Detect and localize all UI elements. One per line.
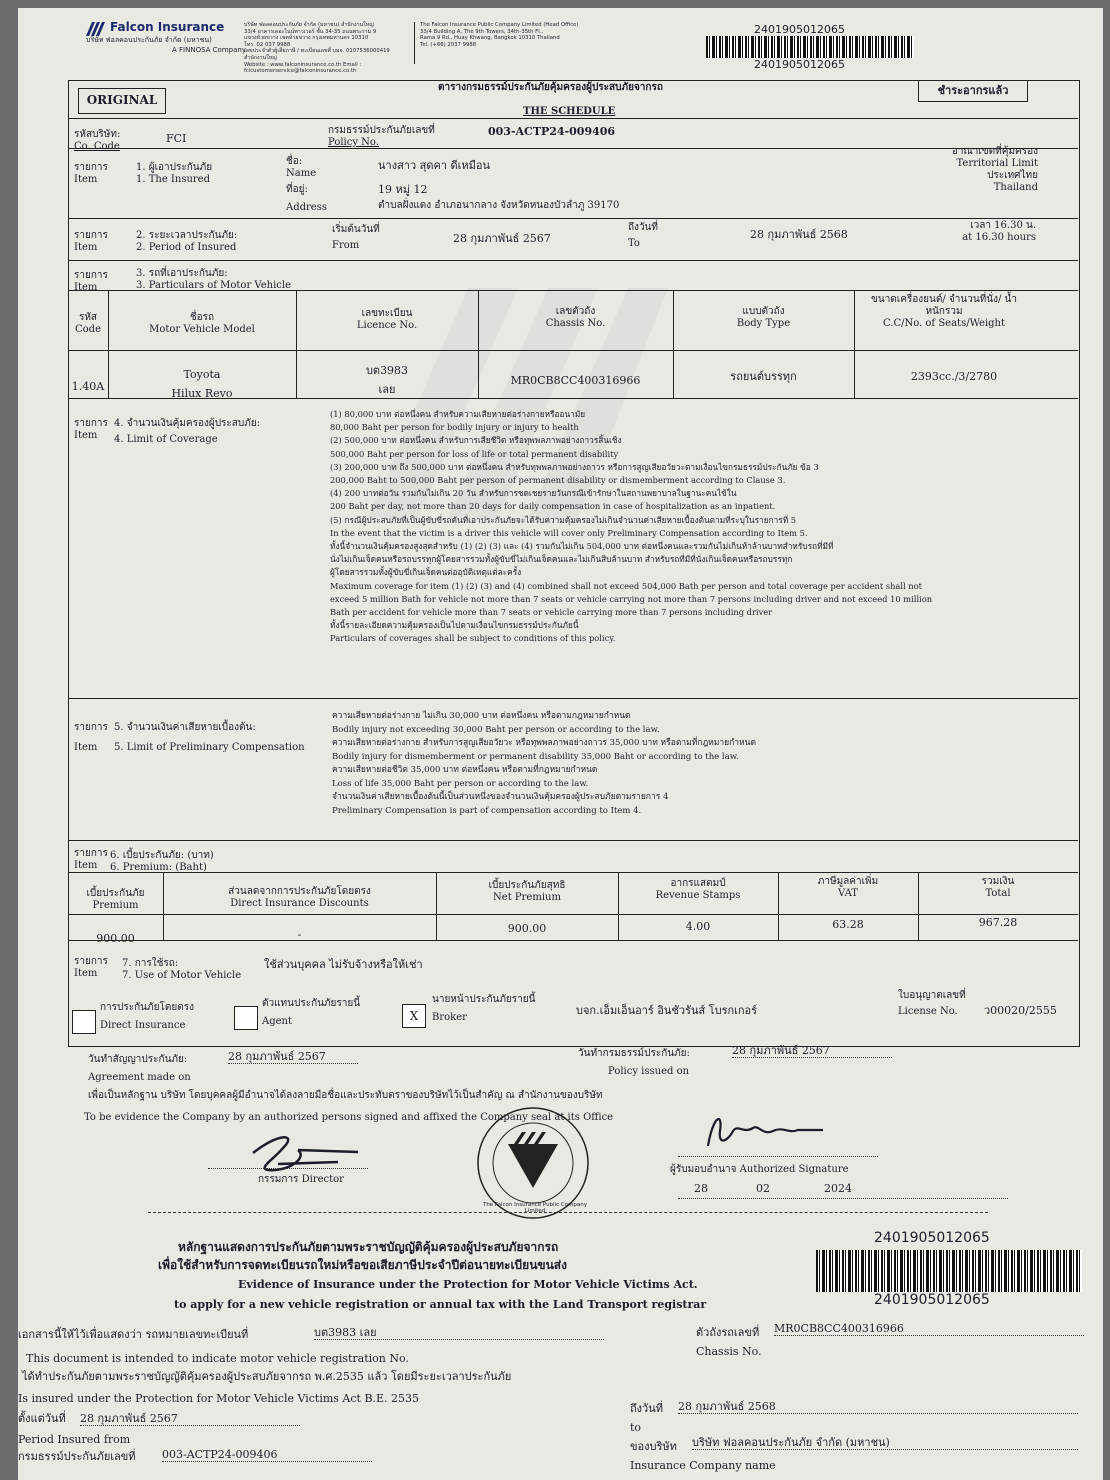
to-date: 28 กุมภาพันธ์ 2568 [750, 228, 848, 241]
time: เวลา 16.30 น. at 16.30 hours [962, 220, 1036, 243]
insured-th: ได้ทำประกันภัยตามพระราชบัญญัติคุ้มครองผู้ประสบภัยจากรถ พ.ศ.2535 แล้ว โดยมีระยะเวลาประกันภัย [22, 1370, 512, 1383]
preliminary-details: ความเสียหายต่อร่างกาย ไม่เกิน 30,000 บาท ต่อหนึ่งคน หรือตามกฎหมายกำหนด Bodily injury not exceeding 30,000 Baht per person or according to the law. ความเสียหายต่อร่างกาย สำหรับการสูญเสียอวัยวะ หรือทุพพลภาพอย่างถาวร 35,000 บาท หรือตามที่กฎหมายกำหนด Bodily injury for dismemberment or permanent disability 35,000 Baht or according to the law. ความเสียหายต่อชีวิต 35,000 บาท ต่อหนึ่งคน หรือตามที่กฎหมายกำหนด Loss of life 35,000 Baht per person or according to the law. จำนวนเงินค่าเสียหายเบื้องต้นนี้เป็นส่วนหนึ่งของจำนวนเงินคุ้มครองผู้ประสบภัยตามรายการ 4 Preliminary Compensation is part of compensation according to Item 4. [332, 711, 756, 816]
evidence-title-th-1: หลักฐานแสดงการประกันภัยตามพระราชบัญญัติคุ้มครองผู้ประสบภัยจากรถ [178, 1240, 559, 1254]
barcode-bottom [816, 1250, 1082, 1292]
policy-no-label: กรมธรรม์ประกันภัยเลขที่ Policy No. [328, 125, 435, 148]
evidence-to-label: ถึงวันที่ to [630, 1402, 663, 1434]
total-value: 967.28 [978, 916, 1018, 929]
authorized-signature [698, 1106, 838, 1156]
vehicle-model: Toyota Hilux Revo [171, 368, 233, 400]
from-label: เริ่มต้นวันที่ From [332, 224, 380, 251]
broker-checkbox[interactable]: X [402, 1004, 426, 1028]
vehicle-chassis: MR0CB8CC400316966 [510, 374, 641, 387]
company-code: FCI [166, 132, 187, 145]
vehicle-header-cc: ขนาดเครื่องยนต์/ จำนวนที่นั่ง/ น้ำหนักรวม C.C/No. of Seats/Weight [871, 294, 1017, 329]
original-box: ORIGINAL [78, 88, 166, 114]
premium-header-stamps: อากรแสตมป์ Revenue Stamps [655, 878, 741, 901]
item2-label: รายการ Item [74, 230, 108, 253]
item1-label: รายการ Item [74, 162, 108, 185]
evidence-title-en-2: to apply for a new vehicle registration or annual tax with the Land Transport registrar [174, 1298, 707, 1311]
direct-insurance-checkbox[interactable] [72, 1010, 96, 1034]
insured-en: Is insured under the Protection for Motor Vehicle Victims Act B.E. 2535 [18, 1392, 420, 1405]
doc-plate-label: เอกสารนี้ให้ไว้เพื่อแสดงว่า รถหมายเลขทะเบียนที่ [18, 1328, 249, 1341]
issued-date: 28 กุมภาพันธ์ 2567 [732, 1044, 892, 1058]
sign-date-month: 02 [756, 1182, 770, 1195]
vehicle-body: รถยนต์บรรทุก [730, 370, 797, 383]
evidence-chassis: MR0CB8CC400316966 [774, 1322, 1084, 1336]
premium-value: 900.00 [96, 932, 135, 945]
item5-label: รายการ Item [74, 722, 108, 753]
director-signature [238, 1128, 368, 1178]
agreement-date: 28 กุมภาพันธ์ 2567 [228, 1050, 358, 1064]
vehicle-header-code: รหัส Code [75, 312, 101, 335]
address-line1: 19 หมู่ 12 [378, 183, 428, 196]
item4-label: รายการ Item [74, 418, 108, 441]
to-label: ถึงวันที่ To [628, 222, 658, 249]
vehicle-code: 1.40A [71, 380, 105, 393]
address-label: ที่อยู่: Address [286, 184, 327, 213]
seal-text: The Falcon Insurance Public Company Limited [482, 1202, 588, 1214]
tear-line [148, 1212, 988, 1213]
evidence-chassis-label: ตัวถังรถเลขที่ Chassis No. [696, 1326, 762, 1358]
evidence-title-en-1: Evidence of Insurance under the Protection for Motor Vehicle Victims Act. [238, 1278, 698, 1291]
evidence-from-date: 28 กุมภาพันธ์ 2567 [80, 1412, 300, 1426]
schedule-title-th: ตารางกรมธรรม์ประกันภัยคุ้มครองผู้ประสบภัยจากรถ [438, 82, 663, 93]
evidence-en: To be evidence the Company by an authorized persons signed and affixed the Company seal at its Office [84, 1112, 614, 1123]
header-divider [414, 22, 415, 64]
doc-en: This document is intended to indicate motor vehicle registration No. [26, 1352, 409, 1365]
agent-label: ตัวแทนประกันภัยรายนี้ Agent [262, 998, 361, 1027]
company-code-label: รหัสบริษัท: Co. Code [74, 129, 121, 152]
policy-no: 003-ACTP24-009406 [488, 125, 616, 138]
discount-value: - [297, 928, 302, 941]
schedule-title-en: THE SCHEDULE [523, 106, 616, 117]
license-label: ใบอนุญาตเลขที่ License No. [898, 990, 966, 1017]
director-label: กรรมการ Director [258, 1174, 344, 1185]
vehicle-header-body: แบบตัวถัง Body Type [736, 306, 791, 329]
address-line2: ตำบลฝั่งแดง อำเภอนากลาง จังหวัดหนองบัวลำภู 39170 [378, 200, 620, 211]
vehicle-header-chassis: เลขตัวถัง Chassis No. [545, 306, 606, 329]
evidence-to-date: 28 กุมภาพันธ์ 2568 [678, 1400, 1078, 1414]
policy-document [18, 8, 1103, 1480]
stamp-paid-box: ชำระอากรแล้ว [918, 80, 1028, 102]
vehicle-use: ใช้ส่วนบุคคล ไม่รับจ้างหรือให้เช่า [264, 958, 423, 971]
agreement-label: วันทำสัญญาประกันภัย: Agreement made on [88, 1054, 191, 1083]
vat-value: 63.28 [832, 918, 864, 931]
premium-header-premium: เบี้ยประกันภัย Premium [86, 888, 145, 911]
barcode-number-top: 2401905012065 [754, 23, 845, 36]
net-premium-value: 900.00 [507, 922, 547, 935]
sign-date-day: 28 [694, 1182, 708, 1195]
broker-label: นายหน้าประกันภัยรายนี้ Broker [432, 994, 536, 1023]
item6-label: รายการ Item [74, 848, 108, 871]
vehicle-header-licence: เลขทะเบียน Licence No. [356, 308, 418, 331]
item6-title: 6. เบี้ยประกันภัย: (บาท) 6. Premium: (Baht) [110, 850, 214, 873]
barcode-number-bottom-2: 2401905012065 [874, 1292, 990, 1308]
vehicle-cc: 2393cc./3/2780 [910, 370, 998, 383]
insured-name: นางสาว สุดคา ดีเหมือน [378, 159, 491, 172]
authorized-label: ผู้รับมอบอำนาจ Authorized Signature [670, 1164, 849, 1175]
barcode-number-top-2: 2401905012065 [754, 58, 845, 71]
evidence-policy-label: กรมธรรม์ประกันภัยเลขที่ [18, 1450, 136, 1463]
broker-name: บจก.เอ็มเอ็นอาร์ อินชัวรันส์ โบรกเกอร์ [576, 1004, 758, 1017]
license-no: ว00020/2555 [984, 1004, 1057, 1017]
name-label: ชื่อ: Name [286, 156, 317, 179]
falcon-logo-icon [86, 22, 108, 36]
issued-label: วันทำกรมธรรม์ประกันภัย: Policy issued on [578, 1048, 690, 1077]
evidence-policy-no: 003-ACTP24-009406 [162, 1448, 372, 1462]
evidence-company-label: ของบริษัท Insurance Company name [630, 1440, 776, 1472]
item3-title: 3. รถที่เอาประกันภัย: 3. Particulars of Motor Vehicle [136, 268, 291, 291]
doc-plate: บต3983 เลย [314, 1326, 604, 1340]
address-en: The Falcon Insurance Public Company Limited (Head Office) 33/4 Building A, The 9th Towers, 34th-35th Fl., Rama 9 Rd., Huay Khwang, Bangkok 10310 Thailand Tel. (+66) 2037 9988 [420, 22, 579, 48]
logo-sub-th: บริษัท ฟอลคอนประกันภัย จำกัด (มหาชน) [86, 36, 212, 44]
item3-label: รายการ Item [74, 270, 108, 293]
premium-header-total: รวมเงิน Total [981, 876, 1015, 899]
evidence-company: บริษัท ฟอลคอนประกันภัย จำกัด (มหาชน) [692, 1436, 1078, 1450]
item7-label: รายการ Item [74, 956, 108, 979]
evidence-title-th-2: เพื่อใช้สำหรับการจดทะเบียนรถใหม่หรือขอเสียภาษีประจำปีต่อนายทะเบียนขนส่ง [158, 1258, 567, 1272]
vehicle-header-model: ชื่อรถ Motor Vehicle Model [149, 312, 255, 335]
item2-title: 2. ระยะเวลาประกันภัย: 2. Period of Insured [136, 230, 238, 253]
premium-header-vat: ภาษีมูลค่าเพิ่ม VAT [817, 876, 879, 899]
address-th: บริษัท ฟอลคอนประกันภัย จำกัด (มหาชน) สำนักงานใหญ่ 33/4 อาคารเดอะไนน์ทาวเวอร์ ชั้น 34-35 ถนนพระราม 9 แขวงห้วยขวาง เขตห้วยขวาง กรุงเทพมหานคร 10310 โทร. 02 037 9988 เลขประจำตัวผู้เสียภาษี / ทะเบียนเลขที่ บมจ. 0107536000419 สำนักงานใหญ่ Website : www.falconinsurance.co.th Email : fcicustomerservice@falconinsurance.co.th [244, 22, 390, 75]
premium-header-discount: ส่วนลดจากการประกันภัยโดยตรง Direct Insurance Discounts [228, 886, 371, 909]
coverage-details: (1) 80,000 บาท ต่อหนึ่งคน สำหรับความเสียหายต่อร่างกายหรืออนามัย 80,000 Baht per person for bodily injury or injury to health (2) 500,000 บาท ต่อหนึ่งคน สำหรับการเสียชีวิต หรือทุพพลภาพอย่างถาวรสิ้นเชิง 500,000 Baht per person for loss of life or total permanent disability (3) 200,000 บาท ถึง 500,000 บาท ต่อหนึ่งคน สำหรับทุพพลภาพอย่างถาวร หรือการสูญเสียอวัยวะตามเงื่อนไขกรมธรรม์ประกันภัย ข้อ 3 200,000 Baht to 500,000 Baht per person of permanent disability or dismemberment according to Clause 3. (4) 200 บาทต่อวัน รวมกันไม่เกิน 20 วัน สำหรับการชดเชยรายวันกรณีเข้ารักษาในสถานพยาบาลในฐานะคนไข้ใน 200 Baht per day, not more than 20 days for daily compensation in case of hospitalization as an inpatient. (5) กรณีผู้ประสบภัยที่เป็นผู้ขับขี่รถคันที่เอาประกันภัยจะได้รับความคุ้มครองไม่เกินจำนวนค่าเสียหายเบื้องต้นตามที่ระบุในรายการที่ 5 In the event that the victim is a driver this vehicle will cover only Preliminary Compensation according to Item 5. ทั้งนี้จำนวนเงินคุ้มครองสูงสุดสำหรับ (1) (2) (3) และ (4) รวมกันไม่เกิน 504,000 บาท ต่อหนึ่งคนและรวมกันไม่เกินห้าล้านบาทสำหรับรถที่มีที่ นั่งไม่เกินเจ็ดคนหรือรถบรรทุกผู้โดยสารรวมทั้งผู้ขับขี่ไม่เกินเจ็ดคนและไม่เกินสิบล้านบาท สำหรับรถที่มีที่นั่งเกินเจ็ดคนหรือรถบรรทุก ผู้โดยสารรวมทั้งผู้ขับขี่เกินเจ็ดคนต่ออุบัติเหตุแต่ละครั้ง Maximum coverage for item (1) (2) (3) and (4) combined shall not exceed 504,000 Bath per person and total coverage per accident shall not exceed 5 million Bath for vehicle not more than 7 seats or vehicle carrying not more than 7 persons including driver and not exceed 10 million Bath per accident for vehicle more than 7 seats or vehicle carrying more than 7 persons including driver ทั้งนี้รายละเอียดความคุ้มครองเป็นไปตามเงื่อนไขกรมธรรม์ประกันภัยนี้ Particulars of coverages shall be subject to conditions of this policy. [330, 409, 933, 644]
barcode-top [706, 36, 914, 58]
item7-title: 7. การใช้รถ: 7. Use of Motor Vehicle [122, 958, 242, 981]
logo-sub-en: A FINNOSA Company [172, 46, 246, 54]
vehicle-licence: บต3983 เลย [365, 364, 409, 396]
barcode-number-bottom: 2401905012065 [874, 1230, 990, 1246]
evidence-th: เพื่อเป็นหลักฐาน บริษัท โดยบุคคลผู้มีอำนาจได้ลงลายมือชื่อและประทับตราของบริษัทไว้เป็นสำคัญ ณ สำนักงานของบริษัท [88, 1090, 603, 1101]
premium-header-net: เบี้ยประกันภัยสุทธิ Net Premium [488, 880, 566, 903]
territorial-limit: อาณาเขตที่คุ้มครอง Territorial Limit ประเทศไทย Thailand [951, 146, 1038, 193]
item5-title: 5. จำนวนเงินค่าเสียหายเบื้องต้น: 5. Limit of Preliminary Compensation [114, 722, 305, 753]
direct-insurance-label: การประกันภัยโดยตรง Direct Insurance [100, 1002, 194, 1031]
evidence-from-label: ตั้งแต่วันที่ Period Insured from [18, 1412, 131, 1446]
item1-title: 1. ผู้เอาประกันภัย 1. The Insured [136, 162, 213, 185]
from-date: 28 กุมภาพันธ์ 2567 [453, 232, 551, 245]
agent-checkbox[interactable] [234, 1006, 258, 1030]
stamps-value: 4.00 [685, 920, 711, 933]
item4-title: 4. จำนวนเงินคุ้มครองผู้ประสบภัย: 4. Limit of Coverage [114, 418, 261, 445]
logo-text: Falcon Insurance [110, 20, 225, 34]
sign-date-year: 2024 [824, 1182, 852, 1195]
